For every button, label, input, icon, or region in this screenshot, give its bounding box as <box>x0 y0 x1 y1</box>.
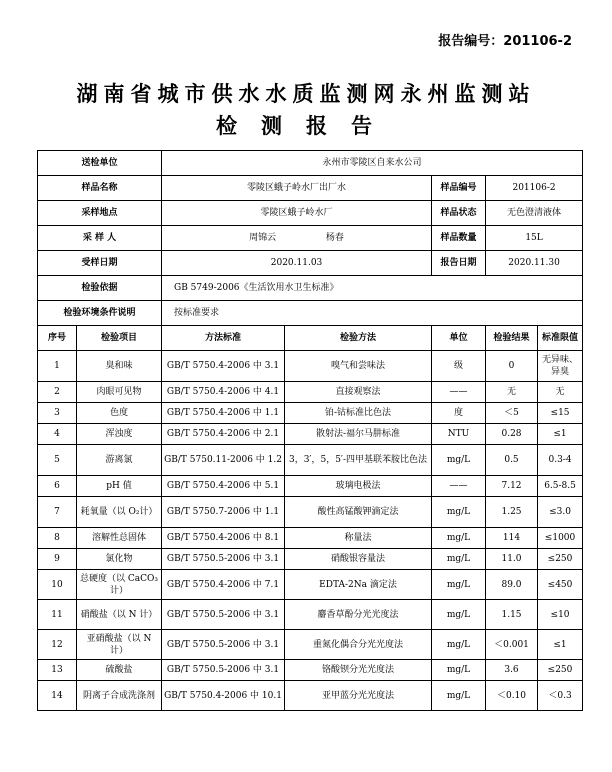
test-method: 直接观察法 <box>285 382 432 403</box>
method-standard: GB/T 5750.4-2006 中 7.1 <box>162 570 285 600</box>
header-cell: 检验结果 <box>486 326 538 351</box>
table-row <box>38 549 583 570</box>
test-method: 酸性高锰酸钾滴定法 <box>285 497 432 528</box>
test-method: 重氮化偶合分光光度法 <box>285 630 432 660</box>
result: 114 <box>486 528 538 549</box>
unit: mg/L <box>432 660 486 681</box>
table-row <box>38 403 583 424</box>
unit: 度 <box>432 403 486 424</box>
table-row <box>38 445 583 476</box>
info-row <box>38 251 583 276</box>
result: 0.5 <box>486 445 538 476</box>
test-method: 玻璃电极法 <box>285 476 432 497</box>
result: 无 <box>486 382 538 403</box>
test-method: 嗅气和尝味法 <box>285 351 432 382</box>
info-row <box>38 151 583 176</box>
table-row <box>38 497 583 528</box>
env-label: 检验环境条件说明 <box>38 301 162 326</box>
result: 89.0 <box>486 570 538 600</box>
standard-limit: 6.5-8.5 <box>538 476 583 497</box>
test-item: 亚硝酸盐（以 N 计） <box>77 630 162 660</box>
table-row <box>38 630 583 660</box>
standard-limit: ≤250 <box>538 549 583 570</box>
sampler-1: 周锦云 <box>249 233 277 243</box>
basis-label: 检验依据 <box>38 276 162 301</box>
row-number: 6 <box>38 476 77 497</box>
result: 0.28 <box>486 424 538 445</box>
standard-limit: 0.3-4 <box>538 445 583 476</box>
report-number: 报告编号：201106-2 <box>438 34 572 49</box>
state-label: 样品状态 <box>432 201 486 226</box>
test-method: 麝香草酚分光光度法 <box>285 600 432 630</box>
test-method: 铬酸钡分光光度法 <box>285 660 432 681</box>
sample-no-value: 201106-2 <box>486 176 583 201</box>
header-cell: 单位 <box>432 326 486 351</box>
method-standard: GB/T 5750.5-2006 中 3.1 <box>162 660 285 681</box>
sample-name-value: 零陵区蛾子岭水厂出厂水 <box>162 176 432 201</box>
test-method: 铂-钴标准比色法 <box>285 403 432 424</box>
info-row <box>38 276 583 301</box>
standard-limit: ≤250 <box>538 660 583 681</box>
test-method: EDTA-2Na 滴定法 <box>285 570 432 600</box>
method-standard: GB/T 5750.4-2006 中 2.1 <box>162 424 285 445</box>
row-number: 14 <box>38 681 77 711</box>
row-number: 7 <box>38 497 77 528</box>
state-value: 无色澄清液体 <box>486 201 583 226</box>
method-standard: GB/T 5750.4-2006 中 5.1 <box>162 476 285 497</box>
test-method: 硝酸银容量法 <box>285 549 432 570</box>
header-cell: 序号 <box>38 326 77 351</box>
info-row <box>38 201 583 226</box>
table-row <box>38 600 583 630</box>
row-number: 2 <box>38 382 77 403</box>
method-standard: GB/T 5750.7-2006 中 1.1 <box>162 497 285 528</box>
result: ＜5 <box>486 403 538 424</box>
location-label: 采样地点 <box>38 201 162 226</box>
sampler-label: 采 样 人 <box>38 226 162 251</box>
test-item: 溶解性总固体 <box>77 528 162 549</box>
table-row <box>38 660 583 681</box>
report-subtitle: 检测报告 <box>216 113 396 138</box>
row-number: 4 <box>38 424 77 445</box>
test-item: 阴离子合成洗涤剂 <box>77 681 162 711</box>
row-number: 5 <box>38 445 77 476</box>
table-row <box>38 570 583 600</box>
test-item: 耗氧量（以 O₂计） <box>77 497 162 528</box>
test-item: 硝酸盐（以 N 计） <box>77 600 162 630</box>
method-standard: GB/T 5750.4-2006 中 4.1 <box>162 382 285 403</box>
test-item: 浑浊度 <box>77 424 162 445</box>
report-title: 湖南省城市供水水质监测网永州监测站 <box>76 81 536 106</box>
test-item: 臭和味 <box>77 351 162 382</box>
method-standard: GB/T 5750.5-2006 中 3.1 <box>162 549 285 570</box>
table-row <box>38 382 583 403</box>
row-number: 1 <box>38 351 77 382</box>
sender-value: 永州市零陵区自来水公司 <box>162 151 583 176</box>
standard-limit: ≤1000 <box>538 528 583 549</box>
test-item: 硫酸盐 <box>77 660 162 681</box>
table-row <box>38 351 583 382</box>
method-standard: GB/T 5750.5-2006 中 3.1 <box>162 600 285 630</box>
row-number: 3 <box>38 403 77 424</box>
header-cell: 检验项目 <box>77 326 162 351</box>
test-method: 称量法 <box>285 528 432 549</box>
qty-value: 15L <box>486 226 583 251</box>
unit: mg/L <box>432 681 486 711</box>
test-method: 散射法-福尔马肼标准 <box>285 424 432 445</box>
method-standard: GB/T 5750.5-2006 中 3.1 <box>162 630 285 660</box>
test-method: 3，3′，5，5′-四甲基联苯胺比色法 <box>285 445 432 476</box>
basis-value: GB 5749-2006《生活饮用水卫生标准》 <box>162 276 583 301</box>
unit: NTU <box>432 424 486 445</box>
test-item: 总硬度（以 CaCO₃计） <box>77 570 162 600</box>
row-number: 11 <box>38 600 77 630</box>
header-cell: 检验方法 <box>285 326 432 351</box>
header-row <box>38 326 583 351</box>
standard-limit: 无异味、异臭 <box>538 351 583 382</box>
report-date-label: 报告日期 <box>432 251 486 276</box>
row-number: 13 <box>38 660 77 681</box>
test-item: 肉眼可见物 <box>77 382 162 403</box>
unit: mg/L <box>432 528 486 549</box>
method-standard: GB/T 5750.4-2006 中 1.1 <box>162 403 285 424</box>
unit: mg/L <box>432 549 486 570</box>
table-row <box>38 476 583 497</box>
sample-no-label: 样品编号 <box>432 176 486 201</box>
standard-limit: ≤15 <box>538 403 583 424</box>
row-number: 9 <box>38 549 77 570</box>
table-row <box>38 528 583 549</box>
result: 11.0 <box>486 549 538 570</box>
row-number: 8 <box>38 528 77 549</box>
unit: mg/L <box>432 630 486 660</box>
date-value: 2020.11.03 <box>162 251 432 276</box>
standard-limit: ＜0.3 <box>538 681 583 711</box>
standard-limit: ≤450 <box>538 570 583 600</box>
result: 3.6 <box>486 660 538 681</box>
result: 1.25 <box>486 497 538 528</box>
test-method: 亚甲蓝分光光度法 <box>285 681 432 711</box>
unit: mg/L <box>432 570 486 600</box>
result: ＜0.001 <box>486 630 538 660</box>
standard-limit: ≤10 <box>538 600 583 630</box>
test-item: pH 值 <box>77 476 162 497</box>
info-row <box>38 226 583 251</box>
info-row <box>38 301 583 326</box>
unit: 级 <box>432 351 486 382</box>
table-row <box>38 424 583 445</box>
row-number: 12 <box>38 630 77 660</box>
method-standard: GB/T 5750.4-2006 中 8.1 <box>162 528 285 549</box>
header-cell: 方法标准 <box>162 326 285 351</box>
result: 7.12 <box>486 476 538 497</box>
table-row <box>38 681 583 711</box>
qty-label: 样品数量 <box>432 226 486 251</box>
result: 0 <box>486 351 538 382</box>
unit: —— <box>432 476 486 497</box>
result: 1.15 <box>486 600 538 630</box>
sampler-2: 杨春 <box>325 233 344 243</box>
info-row <box>38 176 583 201</box>
test-item: 游离氯 <box>77 445 162 476</box>
standard-limit: ≤1 <box>538 424 583 445</box>
unit: —— <box>432 382 486 403</box>
result: ＜0.10 <box>486 681 538 711</box>
standard-limit: 无 <box>538 382 583 403</box>
sample-name-label: 样品名称 <box>38 176 162 201</box>
unit: mg/L <box>432 445 486 476</box>
method-standard: GB/T 5750.4-2006 中 10.1 <box>162 681 285 711</box>
unit: mg/L <box>432 497 486 528</box>
sender-label: 送检单位 <box>38 151 162 176</box>
header-cell: 标准限值 <box>538 326 583 351</box>
method-standard: GB/T 5750.4-2006 中 3.1 <box>162 351 285 382</box>
sampler-value <box>162 226 432 251</box>
date-label: 受样日期 <box>38 251 162 276</box>
location-value: 零陵区蛾子岭水厂 <box>162 201 432 226</box>
report-table <box>37 150 583 711</box>
env-value: 按标准要求 <box>162 301 583 326</box>
test-item: 色度 <box>77 403 162 424</box>
test-item: 氯化物 <box>77 549 162 570</box>
row-number: 10 <box>38 570 77 600</box>
report-date-value: 2020.11.30 <box>486 251 583 276</box>
standard-limit: ≤1 <box>538 630 583 660</box>
method-standard: GB/T 5750.11-2006 中 1.2 <box>162 445 285 476</box>
unit: mg/L <box>432 600 486 630</box>
standard-limit: ≤3.0 <box>538 497 583 528</box>
